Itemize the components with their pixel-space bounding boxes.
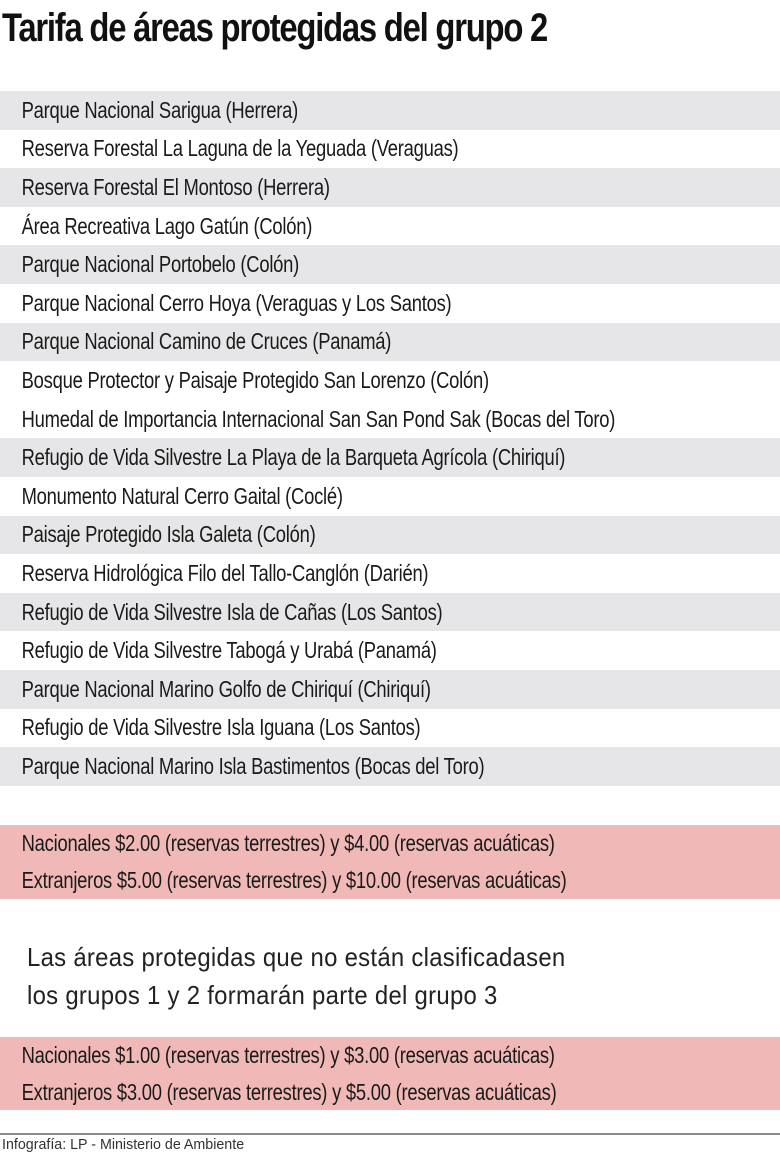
- list-item: [0, 361, 780, 400]
- fee-nacionales: Nacionales $2.00 (reservas terrestres) y $4.00 (reservas acuáticas): [21, 830, 555, 856]
- area-name: Humedal de Importancia Internacional San San Pond Sak (Bocas del Toro): [21, 405, 616, 432]
- source-credit: Infografía: LP - Ministerio de Ambiente: [2, 1136, 245, 1153]
- area-name: Parque Nacional Cerro Hoya (Veraguas y Los Santos): [21, 289, 452, 316]
- list-item: [0, 631, 780, 670]
- area-name: Parque Nacional Portobelo (Colón): [21, 251, 300, 278]
- group3-fees-box: [0, 1037, 780, 1110]
- footer-divider: [0, 1133, 780, 1135]
- list-item: [0, 323, 780, 362]
- area-name: Refugio de Vida Silvestre Isla Iguana (Los Santos): [21, 714, 421, 741]
- fee-extranjeros: Extranjeros $5.00 (reservas terrestres) y $10.00 (reservas acuáticas): [21, 867, 567, 893]
- area-name: Refugio de Vida Silvestre La Playa de la Barqueta Agrícola (Chiriquí): [21, 444, 566, 471]
- area-name: Refugio de Vida Silvestre Isla de Cañas (Los Santos): [21, 598, 443, 625]
- note-line-1: Las áreas protegidas que no están clasificadasen: [27, 942, 566, 972]
- list-item: [0, 400, 780, 439]
- area-name: Parque Nacional Marino Golfo de Chiriquí (Chiriquí): [21, 675, 431, 702]
- list-item: [0, 284, 780, 323]
- list-item: [0, 245, 780, 284]
- area-name: Monumento Natural Cerro Gaital (Coclé): [21, 482, 343, 509]
- list-item: [0, 130, 780, 169]
- area-name: Reserva Forestal El Montoso (Herrera): [21, 173, 330, 200]
- group2-fees-box: [0, 825, 780, 899]
- list-item: [0, 477, 780, 516]
- list-item: [0, 207, 780, 246]
- note-line-2: los grupos 1 y 2 formarán parte del grupo 3: [27, 980, 498, 1010]
- area-name: Paisaje Protegido Isla Galeta (Colón): [21, 521, 316, 548]
- list-item: [0, 670, 780, 709]
- area-name: Parque Nacional Marino Isla Bastimentos (Bocas del Toro): [21, 752, 485, 779]
- area-name: Refugio de Vida Silvestre Tabogá y Urabá (Panamá): [21, 637, 437, 664]
- fee-nacionales: Nacionales $1.00 (reservas terrestres) y $3.00 (reservas acuáticas): [21, 1042, 555, 1068]
- fee-extranjeros: Extranjeros $3.00 (reservas terrestres) y $5.00 (reservas acuáticas): [21, 1079, 557, 1105]
- area-name: Área Recreativa Lago Gatún (Colón): [21, 212, 313, 239]
- area-name: Parque Nacional Camino de Cruces (Panamá): [21, 328, 392, 355]
- area-name: Reserva Hidrológica Filo del Tallo-Canglón (Darién): [21, 559, 429, 586]
- protected-areas-list: [0, 91, 780, 786]
- area-name: Parque Nacional Sarigua (Herrera): [21, 96, 298, 123]
- list-item: [0, 516, 780, 555]
- list-item: [0, 168, 780, 207]
- list-item: [0, 91, 780, 130]
- area-name: Bosque Protector y Paisaje Protegido San Lorenzo (Colón): [21, 366, 489, 393]
- page-title: Tarifa de áreas protegidas del grupo 2: [2, 6, 548, 50]
- list-item: [0, 438, 780, 477]
- list-item: [0, 747, 780, 786]
- list-item: [0, 554, 780, 593]
- group3-note: [27, 938, 566, 1014]
- list-item: [0, 593, 780, 632]
- area-name: Reserva Forestal La Laguna de la Yeguada (Veraguas): [21, 135, 459, 162]
- list-item: [0, 709, 780, 748]
